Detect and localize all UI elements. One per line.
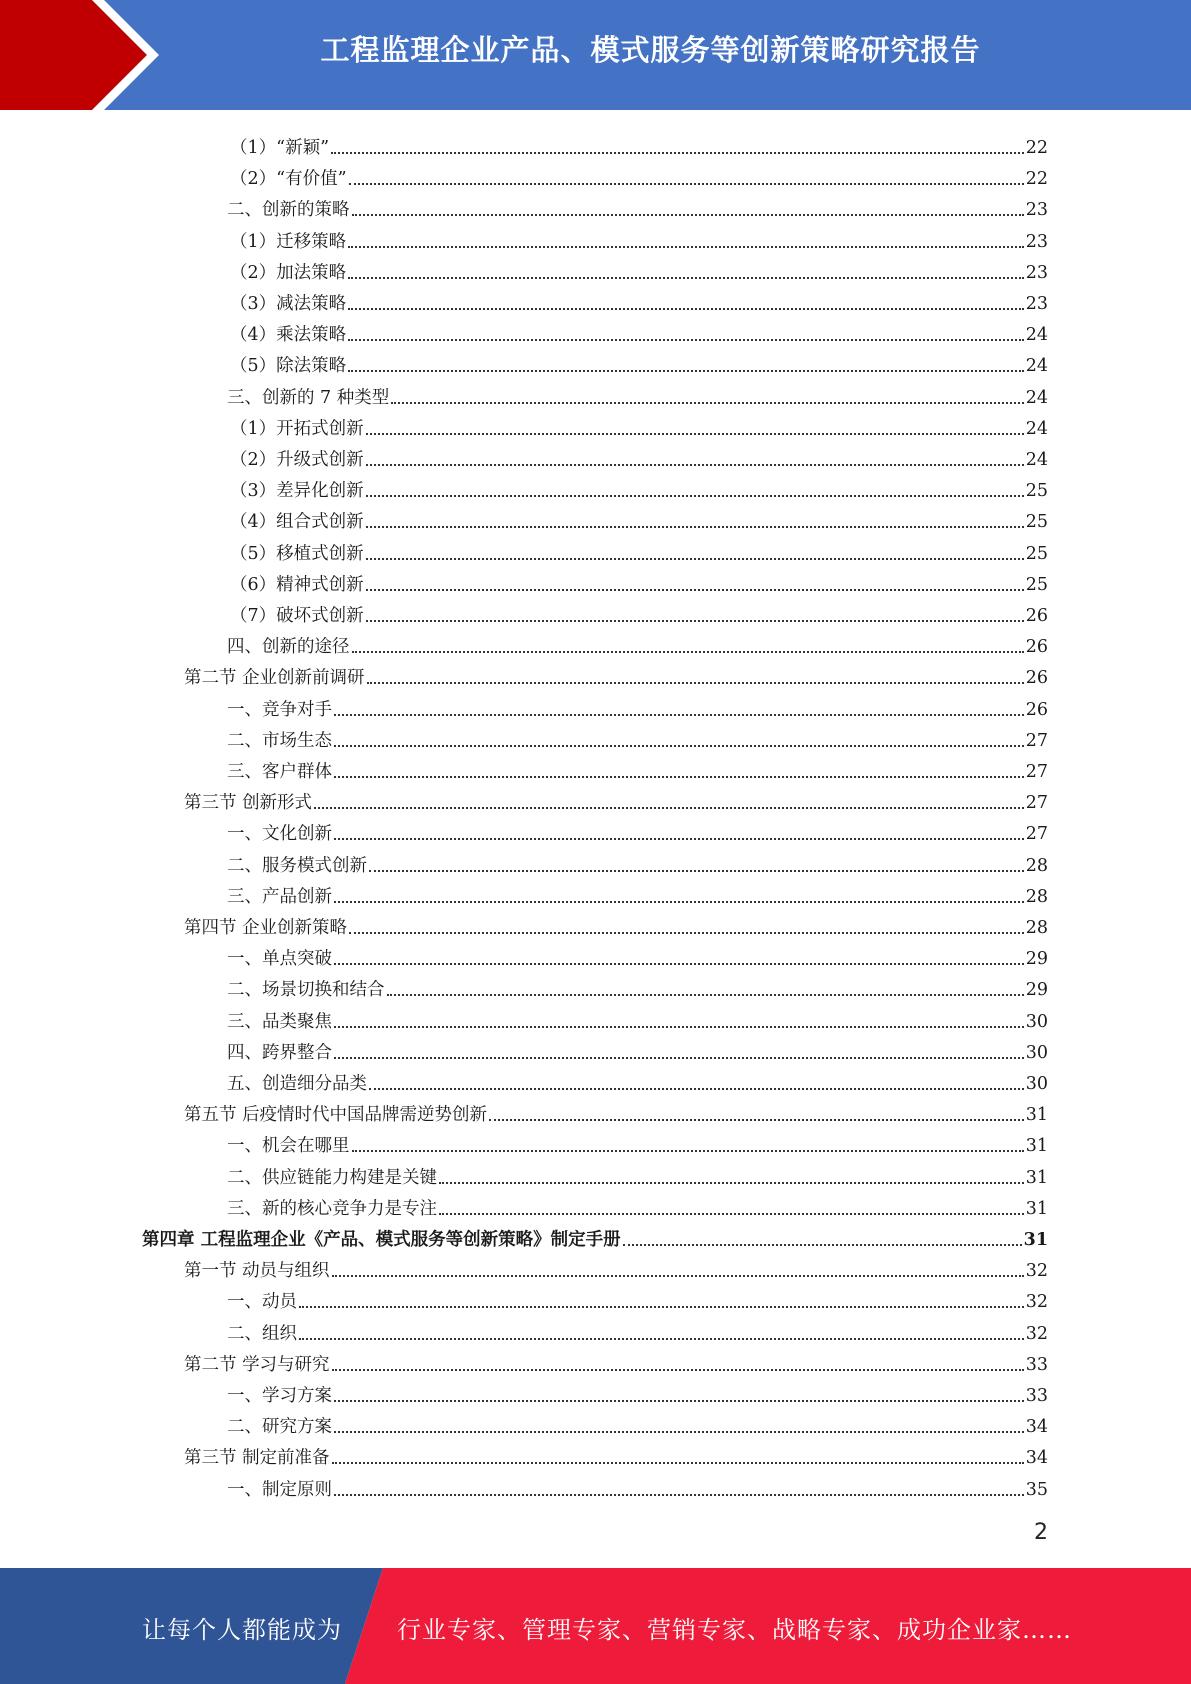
toc-dot-leader [623, 1244, 1022, 1246]
toc-dot-leader [369, 1088, 1024, 1090]
toc-dot-leader [334, 1026, 1024, 1028]
toc-entry-page: 24 [1025, 356, 1048, 376]
footer-slogan-right: 行业专家、管理专家、营销专家、战略专家、成功企业家…… [397, 1616, 1072, 1644]
toc-dot-leader [348, 246, 1024, 248]
toc-entry[interactable] [227, 846, 1048, 877]
toc-entry-label: 一、学习方案 [227, 1386, 332, 1406]
header-banner [0, 0, 1191, 110]
toc-entry-label: 一、动员 [227, 1292, 297, 1312]
toc-entry-page: 26 [1025, 668, 1048, 688]
toc-entry-page: 24 [1025, 450, 1048, 470]
toc-entry[interactable] [230, 315, 1048, 346]
toc-entry-label: 二、服务模式创新 [227, 856, 367, 876]
toc-entry-label: 第一节 动员与组织 [184, 1261, 330, 1281]
toc-entry[interactable] [227, 752, 1048, 783]
toc-entry-page: 27 [1025, 824, 1048, 844]
toc-entry-label: 三、新的核心竞争力是专注 [227, 1199, 437, 1219]
toc-entry-page: 23 [1025, 263, 1048, 283]
toc-entry[interactable] [184, 1345, 1048, 1376]
toc-dot-leader [348, 339, 1024, 341]
toc-entry[interactable] [227, 721, 1048, 752]
toc-entry-label: （2）升级式创新 [230, 450, 364, 470]
toc-dot-leader [334, 838, 1024, 840]
toc-entry-label: 三、创新的 7 种类型 [227, 388, 390, 408]
toc-dot-leader [334, 745, 1024, 747]
toc-entry-label: （5）移植式创新 [230, 544, 364, 564]
toc-entry[interactable] [227, 378, 1048, 409]
toc-entry[interactable] [184, 1438, 1048, 1469]
toc-dot-leader [366, 589, 1024, 591]
toc-entry-label: （4）乘法策略 [230, 325, 347, 345]
toc-entry-label: 四、跨界整合 [227, 1043, 332, 1063]
toc-dot-leader [334, 1400, 1024, 1402]
toc-dot-leader [332, 1462, 1024, 1464]
toc-entry[interactable] [142, 1220, 1048, 1251]
toc-dot-leader [314, 807, 1024, 809]
toc-entry-page: 34 [1025, 1417, 1048, 1437]
toc-dot-leader [334, 1494, 1024, 1496]
toc-entry[interactable] [227, 1407, 1048, 1438]
toc-dot-leader [366, 620, 1024, 622]
toc-entry-label: 第三节 制定前准备 [184, 1448, 330, 1468]
toc-entry-page: 25 [1025, 512, 1048, 532]
toc-entry[interactable] [227, 970, 1048, 1001]
toc-dot-leader [334, 1431, 1024, 1433]
page-number: 2 [1034, 1520, 1048, 1545]
toc-entry[interactable] [227, 1470, 1048, 1501]
toc-entry[interactable] [230, 284, 1048, 315]
toc-dot-leader [352, 651, 1024, 653]
toc-entry-page: 31 [1025, 1199, 1048, 1219]
toc-entry-label: 三、品类聚焦 [227, 1012, 332, 1032]
toc-entry-label: 二、组织 [227, 1324, 297, 1344]
toc-entry-page: 29 [1025, 949, 1048, 969]
toc-entry-label: 三、产品创新 [227, 887, 332, 907]
toc-entry-page: 30 [1025, 1012, 1048, 1032]
toc-entry-label: 二、供应链能力构建是关键 [227, 1168, 437, 1188]
toc-entry-page: 31 [1025, 1105, 1048, 1125]
toc-entry-label: （1）开拓式创新 [230, 419, 364, 439]
toc-entry-page: 22 [1025, 169, 1048, 189]
toc-entry[interactable] [230, 128, 1048, 159]
footer-banner [0, 1568, 1191, 1684]
toc-entry-label: （1）“新颖” [230, 138, 330, 158]
toc-dot-leader [366, 558, 1024, 560]
toc-entry-label: （4）组合式创新 [230, 512, 364, 532]
toc-entry-label: 第三节 创新形式 [184, 793, 313, 813]
toc-entry[interactable] [227, 1158, 1048, 1189]
toc-dot-leader [439, 1182, 1024, 1184]
toc-entry[interactable] [184, 783, 1048, 814]
toc-dot-leader [348, 308, 1024, 310]
toc-entry[interactable] [227, 190, 1048, 221]
toc-entry[interactable] [230, 565, 1048, 596]
toc-dot-leader [489, 1119, 1024, 1121]
toc-entry[interactable] [227, 1126, 1048, 1157]
toc-entry[interactable] [230, 502, 1048, 533]
toc-entry-page: 32 [1025, 1261, 1048, 1281]
toc-entry-label: （3）减法策略 [230, 294, 347, 314]
toc-entry[interactable] [184, 658, 1048, 689]
toc-dot-leader [366, 433, 1024, 435]
toc-entry[interactable] [184, 908, 1048, 939]
toc-dot-leader [299, 1306, 1024, 1308]
toc-entry-label: 五、创造细分品类 [227, 1074, 367, 1094]
toc-entry-page: 26 [1025, 637, 1048, 657]
toc-entry-label: 三、客户群体 [227, 762, 332, 782]
toc-entry-page: 22 [1025, 138, 1048, 158]
toc-dot-leader [348, 370, 1024, 372]
toc-dot-leader [334, 714, 1024, 716]
toc-dot-leader [334, 1057, 1024, 1059]
toc-entry-page: 35 [1025, 1480, 1048, 1500]
toc-dot-leader [366, 526, 1024, 528]
toc-entry-label: 第二节 学习与研究 [184, 1355, 330, 1375]
toc-entry-label: （2）加法策略 [230, 263, 347, 283]
toc-entry[interactable] [227, 814, 1048, 845]
toc-entry-label: （7）破坏式创新 [230, 606, 364, 626]
toc-entry-page: 30 [1025, 1074, 1048, 1094]
toc-entry-page: 26 [1025, 606, 1048, 626]
toc-entry-label: 二、研究方案 [227, 1417, 332, 1437]
toc-entry[interactable] [184, 1095, 1048, 1126]
toc-entry[interactable] [230, 596, 1048, 627]
toc-entry-page: 33 [1025, 1355, 1048, 1375]
toc-entry-page: 23 [1025, 232, 1048, 252]
toc-entry-label: 一、单点突破 [227, 949, 332, 969]
toc-entry-page: 31 [1023, 1230, 1048, 1250]
toc-entry-page: 31 [1025, 1168, 1048, 1188]
toc-entry-label: （5）除法策略 [230, 356, 347, 376]
toc-entry[interactable] [230, 409, 1048, 440]
toc-dot-leader [366, 495, 1024, 497]
toc-entry-label: （2）“有价值” [230, 169, 347, 189]
toc-entry-page: 29 [1025, 980, 1048, 1000]
toc-dot-leader [366, 464, 1024, 466]
toc-entry-page: 24 [1025, 388, 1048, 408]
toc-entry[interactable] [230, 471, 1048, 502]
toc-entry[interactable] [184, 1251, 1048, 1282]
toc-entry-page: 23 [1025, 200, 1048, 220]
toc-dot-leader [367, 682, 1024, 684]
toc-entry-page: 31 [1025, 1136, 1048, 1156]
toc-entry[interactable] [227, 1282, 1048, 1313]
toc-entry-page: 27 [1025, 762, 1048, 782]
footer-slogan-left: 让每个人都能成为 [142, 1616, 342, 1644]
toc-entry-label: （6）精神式创新 [230, 575, 364, 595]
toc-entry-page: 24 [1025, 325, 1048, 345]
toc-entry[interactable] [227, 877, 1048, 908]
toc-dot-leader [349, 183, 1024, 185]
toc-entry[interactable] [227, 939, 1048, 970]
toc-entry-label: 四、创新的途径 [227, 637, 350, 657]
toc-entry[interactable] [227, 690, 1048, 721]
toc-entry[interactable] [230, 253, 1048, 284]
toc-dot-leader [391, 402, 1023, 404]
toc-entry[interactable] [230, 440, 1048, 471]
toc-entry-label: 一、制定原则 [227, 1480, 332, 1500]
document-title: 工程监理企业产品、模式服务等创新策略研究报告 [320, 33, 981, 67]
toc-dot-leader [334, 901, 1024, 903]
toc-entry-label: 二、市场生态 [227, 731, 332, 751]
toc-dot-leader [439, 1213, 1024, 1215]
toc-dot-leader [387, 994, 1024, 996]
toc-entry-label: （1）迁移策略 [230, 232, 347, 252]
toc-entry-page: 24 [1025, 419, 1048, 439]
toc-entry-label: 第四节 企业创新策略 [184, 918, 348, 938]
toc-dot-leader [299, 1338, 1024, 1340]
toc-entry-label: 第四章 工程监理企业《产品、模式服务等创新策略》制定手册 [142, 1230, 621, 1250]
toc-entry-page: 27 [1025, 793, 1048, 813]
toc-dot-leader [349, 932, 1024, 934]
toc-entry[interactable] [227, 1064, 1048, 1095]
toc-entry-page: 28 [1025, 856, 1048, 876]
toc-entry-page: 25 [1025, 481, 1048, 501]
toc-entry-page: 27 [1025, 731, 1048, 751]
toc-entry[interactable] [227, 1376, 1048, 1407]
toc-entry-page: 30 [1025, 1043, 1048, 1063]
toc-dot-leader [348, 277, 1024, 279]
toc-entry-label: 一、竞争对手 [227, 700, 332, 720]
toc-entry-label: 一、文化创新 [227, 824, 332, 844]
toc-entry[interactable] [227, 1002, 1048, 1033]
toc-dot-leader [369, 870, 1024, 872]
toc-entry-label: （3）差异化创新 [230, 481, 364, 501]
toc-entry-label: 二、创新的策略 [227, 200, 350, 220]
toc-entry[interactable] [227, 1314, 1048, 1345]
toc-entry[interactable] [230, 222, 1048, 253]
toc-dot-leader [352, 214, 1024, 216]
toc-entry[interactable] [230, 346, 1048, 377]
toc-entry[interactable] [230, 534, 1048, 565]
toc-entry-page: 25 [1025, 575, 1048, 595]
toc-dot-leader [334, 963, 1024, 965]
toc-entry-page: 28 [1025, 887, 1048, 907]
toc-entry-page: 26 [1025, 700, 1048, 720]
toc-entry[interactable] [230, 159, 1048, 190]
toc-entry[interactable] [227, 1033, 1048, 1064]
toc-dot-leader [334, 776, 1024, 778]
toc-entry-page: 28 [1025, 918, 1048, 938]
toc-entry[interactable] [227, 627, 1048, 658]
toc-entry-page: 32 [1025, 1324, 1048, 1344]
toc-dot-leader [331, 152, 1024, 154]
toc-entry-page: 25 [1025, 544, 1048, 564]
toc-entry-page: 34 [1025, 1448, 1048, 1468]
toc-dot-leader [332, 1369, 1024, 1371]
toc-entry-page: 32 [1025, 1292, 1048, 1312]
toc-dot-leader [352, 1150, 1024, 1152]
toc-entry-page: 23 [1025, 294, 1048, 314]
toc-entry-label: 第二节 企业创新前调研 [184, 668, 365, 688]
toc-entry-label: 第五节 后疫情时代中国品牌需逆势创新 [184, 1105, 488, 1125]
toc-entry-label: 一、机会在哪里 [227, 1136, 350, 1156]
toc-entry[interactable] [227, 1189, 1048, 1220]
toc-entry-label: 二、场景切换和结合 [227, 980, 385, 1000]
toc-dot-leader [332, 1275, 1024, 1277]
toc-entry-page: 33 [1025, 1386, 1048, 1406]
